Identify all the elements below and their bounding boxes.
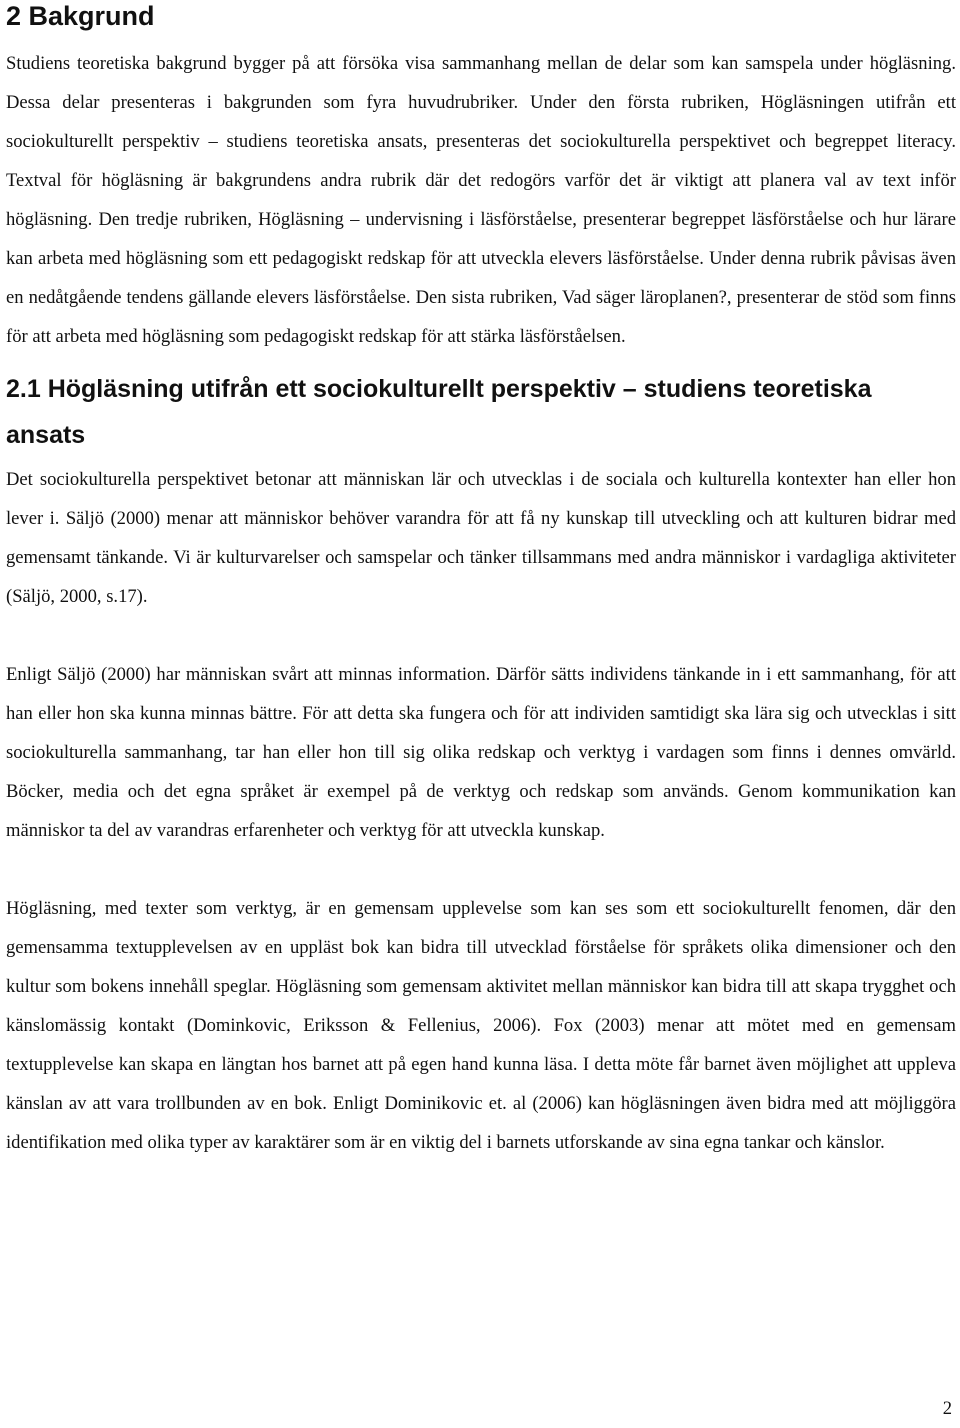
- section-intro-paragraph: Studiens teoretiska bakgrund bygger på att försöka visa sammanhang mellan de delar som kan samspela under högläsning. Dessa delar presenteras i bakgrunden som fyra huvudrubriker. Under den första rubriken, Högläsningen utifrån ett sociokulturellt perspektiv – studiens teoretiska ansats, presenteras det sociokulturella perspektivet och begreppet literacy. Textval för högläsning är bakgrundens andra rubrik där det redogörs varför det är viktigt att planera val av text inför högläsning. Den tredje rubriken, Högläsning – undervisning i läsförståelse, presenterar begreppet läsförståelse och hur lärare kan arbeta med högläsning som ett pedagogiskt redskap för att utveckla elevers läsförståelse. Under denna rubrik påvisas även en nedåtgående tendens gällande elevers läsförståelse. Den sista rubriken, Vad säger läroplanen?, presenterar de stöd som finns för att arbeta med högläsning som pedagogiskt redskap för att stärka läsförståelsen.: [6, 53, 956, 347]
- body-paragraph: Högläsning, med texter som verktyg, är en gemensam upplevelse som kan ses som ett sociokulturellt fenomen, där den gemensamma textupplevelsen av en uppläst bok kan bidra till utvecklad förståelse för språkets olika dimensioner och den kultur som bokens innehåll speglar. Högläsning som gemensam aktivitet mellan människor kan bidra till att skapa trygghet och känslomässig kontakt (Dominkovic, Eriksson & Fellenius, 2006). Fox (2003) menar att mötet med en gemensam textupplevelse kan skapa en längtan hos barnet att på egen hand kunna läsa. I detta möte får barnet även möjlighet att uppleva känslan av att vara trollbunden av en bok. Enligt Dominikovic et. al (2006) kan högläsningen även bidra med att möjliggöra identifikation med olika typer av karaktärer som är en viktig del i barnets utforskande av sina egna tankar och känslor.: [6, 898, 956, 1153]
- body-paragraph: Enligt Säljö (2000) har människan svårt att minnas information. Därför sätts individens tänkande in i ett sammanhang, för att han eller hon ska kunna minnas bättre. För att detta ska fungera och för att individen samtidigt ska lära sig och utvecklas i sitt sociokulturella sammanhang, tar han eller hon till sig olika redskap och verktyg i vardagen som finns i dennes omvärld. Böcker, media och det egna språket är exempel på de verktyg och redskap som används. Genom kommunikation kan människor ta del av varandras erfarenheter och verktyg för att utveckla kunskap.: [6, 664, 956, 841]
- body-paragraph: Det sociokulturella perspektivet betonar att människan lär och utvecklas i de sociala och kulturella kontexter han eller hon lever i. Säljö (2000) menar att människor behöver varandra för att få ny kunskap till utveckling och att kulturen bidrar med gemensamt tänkande. Vi är kulturvarelser och samspelar och tänker tillsammans med andra människor i vardagliga aktiviteter (Säljö, 2000, s.17).: [6, 469, 956, 607]
- page-number: 2: [942, 1398, 952, 1419]
- document-page: [6, 0, 956, 1162]
- subsection-heading: 2.1 Högläsning utifrån ett sociokulturellt perspektiv – studiens teoretiska ansats: [6, 375, 872, 449]
- section-heading: 2 Bakgrund: [6, 1, 155, 31]
